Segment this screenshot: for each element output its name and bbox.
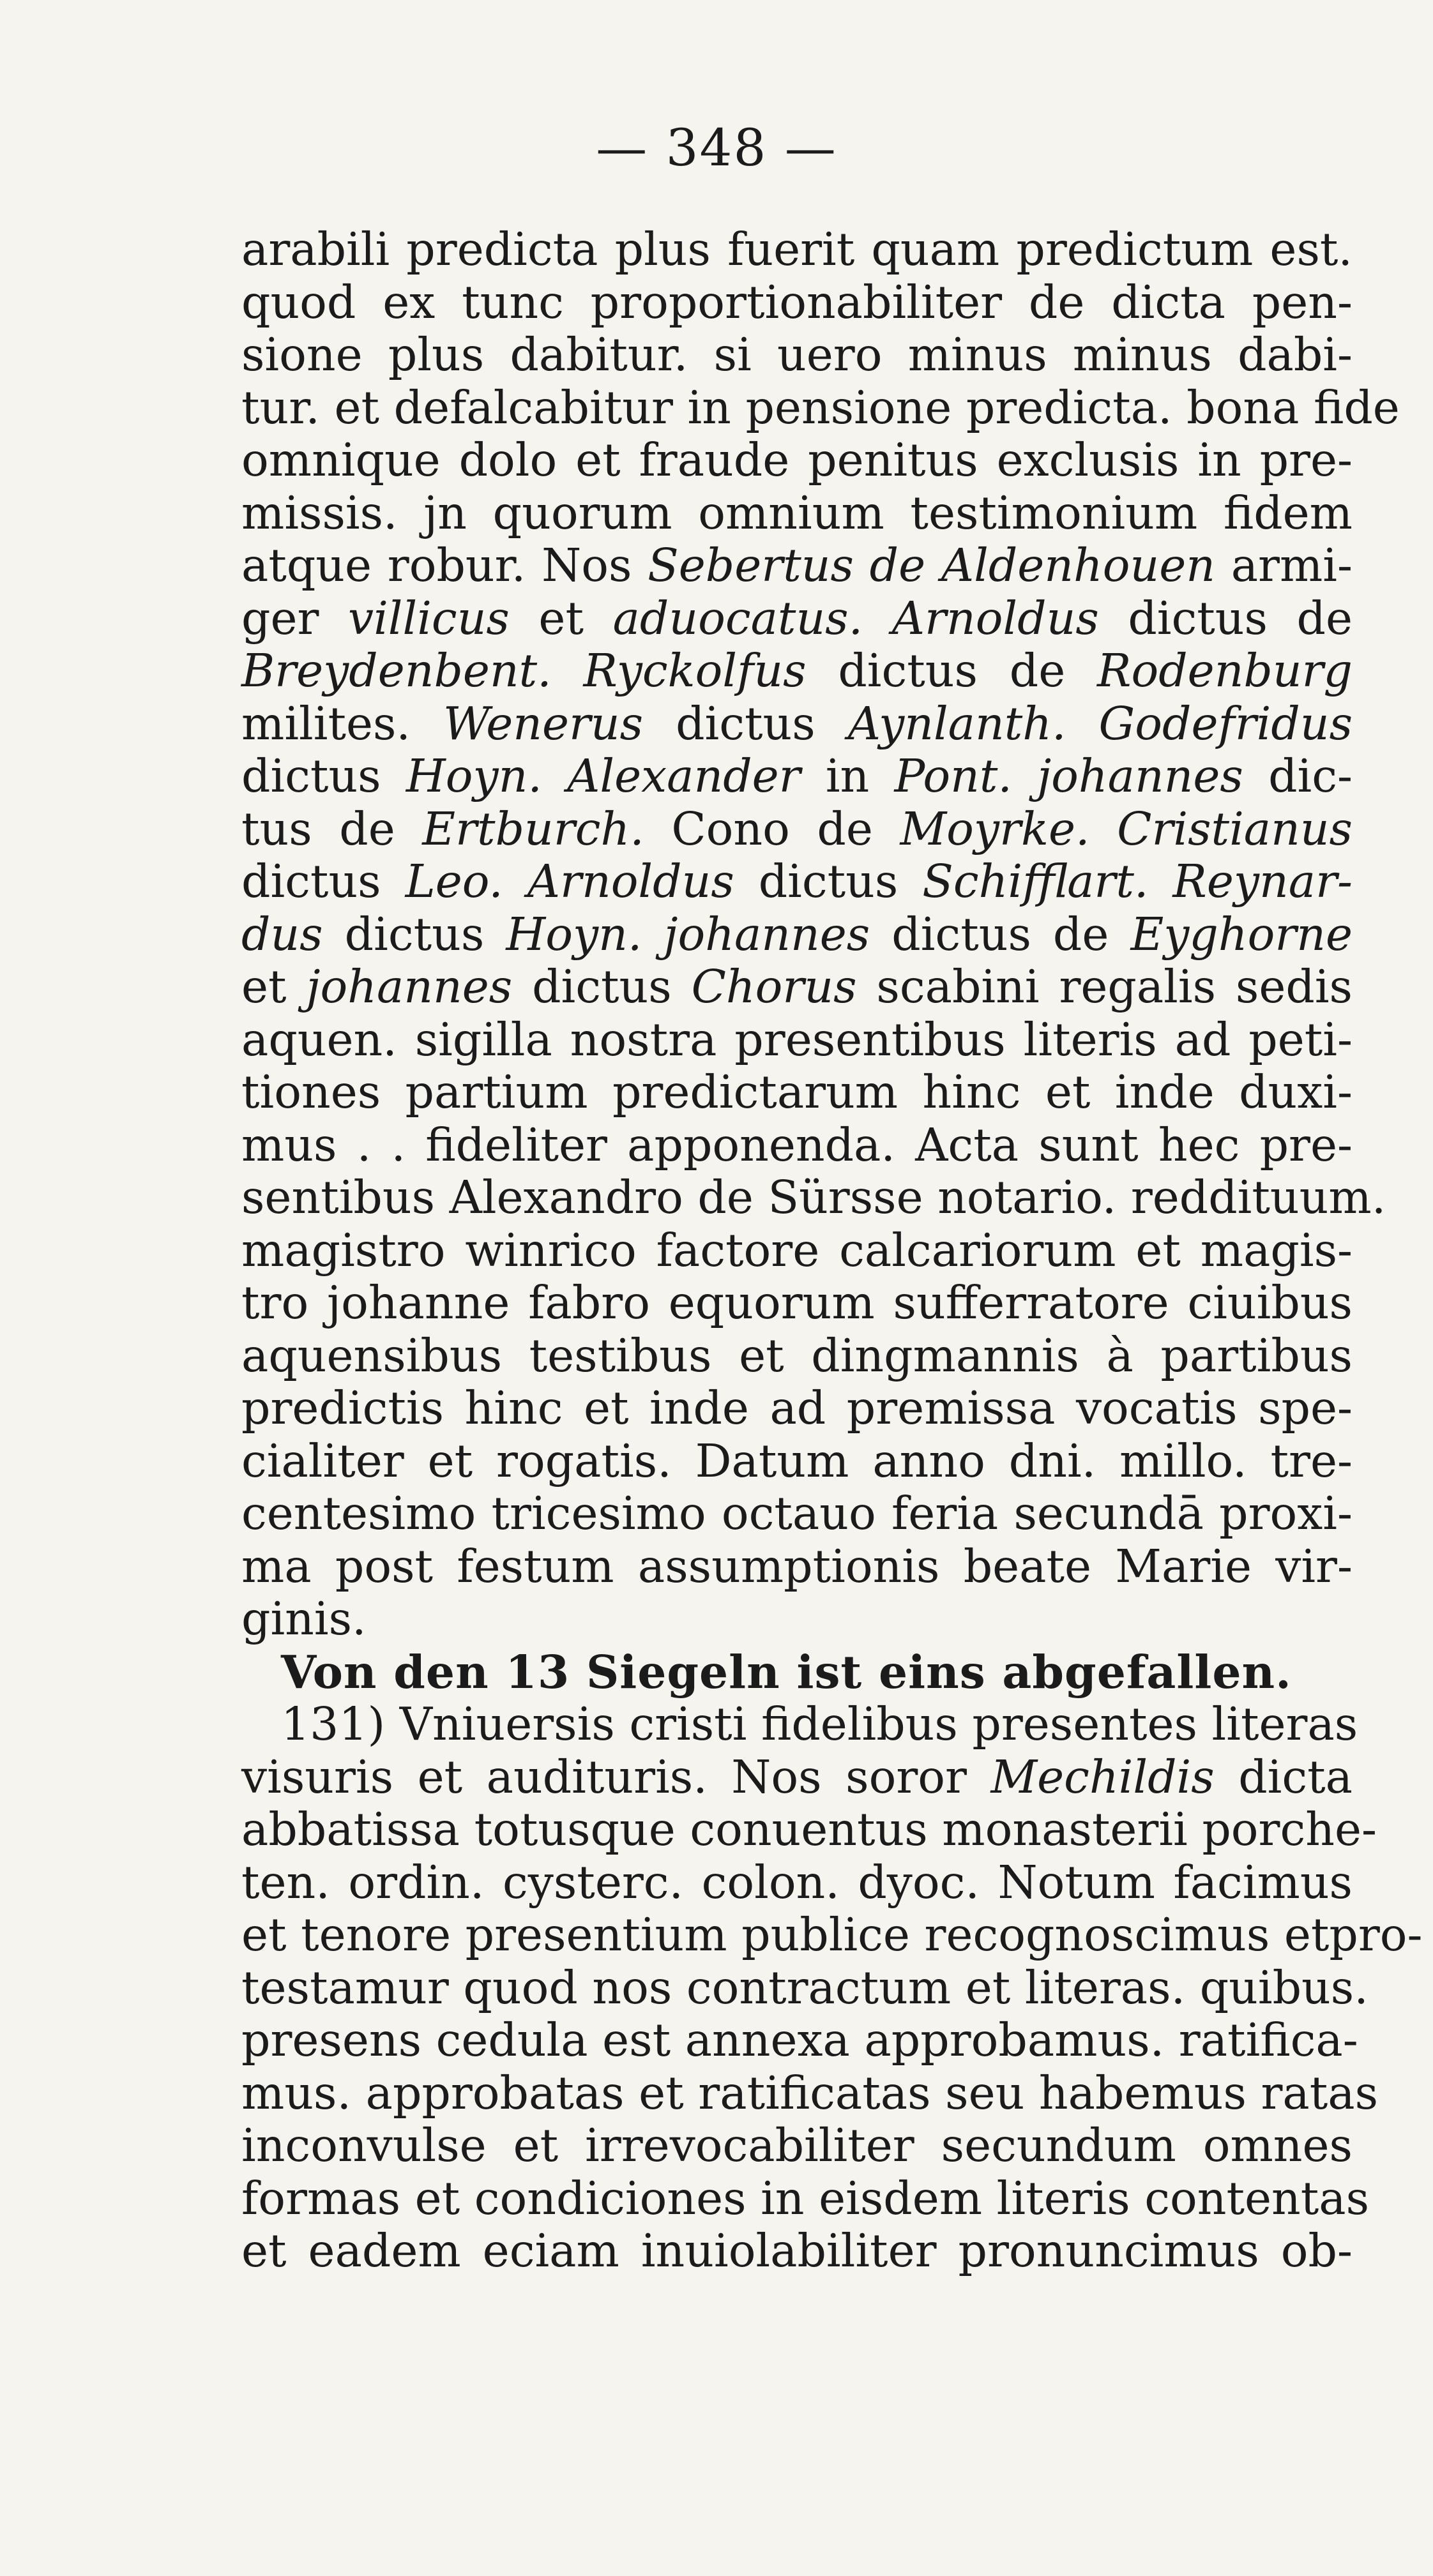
text-segment: scabini regalis sedis (856, 960, 1353, 1013)
italic-name: Moyrke. (900, 802, 1090, 855)
text-segment: 131) Vniuersis cristi fidelibus presentes literas (281, 1698, 1358, 1751)
italic-name: Cristianus (1117, 802, 1353, 855)
italic-name: Sebertus de Aldenhouen (648, 539, 1215, 592)
text-segment: ger (241, 591, 348, 645)
text-segment: in (800, 749, 895, 802)
italic-name: Alexander (567, 749, 801, 802)
text-segment: Von den 13 Siegeln ist eins abgefallen. (281, 1645, 1292, 1699)
text-segment: atque robur. Nos (241, 539, 648, 592)
text-segment (1148, 855, 1172, 908)
italic-name: dus (241, 907, 323, 961)
text-segment: centesimo tricesimo octauo feria secundā proxi- (241, 1487, 1353, 1540)
text-segment: mus. approbatas et ratificatas seu habemus ratas (241, 2066, 1379, 2120)
text-segment: omnique dolo et fraude penitus exclusis in pre- (241, 433, 1353, 486)
text-line (241, 803, 1353, 856)
text-line (241, 908, 1353, 961)
text-segment: inconvulse et irrevocabiliter secundum omnes (241, 2119, 1353, 2172)
text-line (241, 1488, 1353, 1540)
text-segment: abbatissa totusque conuentus monasterii porche- (241, 1803, 1377, 1856)
text-segment: tro johanne fabro equorum sufferratore ciuibus (241, 1276, 1353, 1329)
text-segment: dictus (241, 749, 406, 802)
text-segment: cialiter et rogatis. Datum anno dni. millo. tre- (241, 1434, 1353, 1488)
text-line (241, 2014, 1358, 2067)
text-segment: tur. et defalcabitur in pensione predicta. bona fide (241, 380, 1400, 434)
text-line (241, 1382, 1353, 1435)
text-line (241, 380, 1400, 435)
italic-name: Hoyn. (406, 749, 542, 802)
text-line (241, 750, 1353, 803)
text-segment: dictus (322, 907, 506, 961)
text-segment (542, 749, 567, 802)
section-heading (241, 1646, 1353, 1699)
italic-name: johannes (1037, 749, 1243, 802)
page-number-header: — 348 — (596, 118, 837, 177)
text-line (241, 1908, 1423, 1962)
text-line (241, 855, 1353, 908)
text-line (241, 645, 1353, 698)
text-line (241, 2171, 1370, 2226)
text-segment: dic- (1243, 749, 1353, 802)
text-segment: ten. ordin. cysterc. colon. dyoc. Notum facimus (241, 1855, 1353, 1909)
text-line (241, 1540, 1353, 1593)
body-text (241, 223, 1423, 2278)
italic-name: Leo. (405, 855, 503, 908)
text-line (241, 2120, 1353, 2173)
text-line (241, 539, 1353, 592)
text-segment (552, 644, 584, 697)
text-segment: mus . . fideliter apponenda. Acta sunt hec pre- (241, 1118, 1353, 1171)
text-segment: milites. (241, 697, 444, 750)
text-segment: dictus de (870, 907, 1131, 961)
text-segment: quod ex tunc proportionabiliter de dicta pen- (241, 275, 1353, 329)
italic-name: Wenerus (443, 697, 644, 750)
italic-name: Breydenbent. (241, 644, 552, 697)
text-line (241, 1751, 1353, 1804)
italic-name: villicus (347, 591, 510, 645)
text-segment: visuris et audituris. Nos soror (241, 1750, 991, 1804)
text-segment: sentibus Alexandro de Sürsse notario. reddituum. (241, 1171, 1386, 1224)
text-segment: dictus (734, 855, 923, 908)
text-segment (1012, 749, 1037, 802)
text-segment: aquensibus testibus et dingmannis à partibus (241, 1329, 1353, 1382)
italic-name: Ryckolfus (583, 644, 807, 697)
italic-name: Chorus (691, 960, 857, 1013)
text-segment: ginis. (241, 1592, 367, 1645)
text-line (241, 329, 1353, 382)
text-segment: dicta (1214, 1750, 1353, 1804)
italic-name: Schifflart. (922, 855, 1149, 908)
text-line (241, 592, 1353, 645)
text-segment (642, 908, 663, 961)
text-segment (1066, 697, 1099, 750)
text-line (241, 961, 1353, 1014)
text-segment: Cono de (644, 802, 900, 855)
text-line (241, 1803, 1377, 1857)
text-segment: ma post festum assumptionis beate Marie vir- (241, 1539, 1353, 1593)
text-line (241, 276, 1353, 329)
text-line (241, 1277, 1353, 1330)
text-segment: dictus de (1098, 591, 1353, 645)
text-segment: arabili predicta plus fuerit quam predictum est. (241, 223, 1353, 276)
text-segment: armi- (1215, 539, 1353, 592)
text-segment: et (509, 591, 613, 645)
text-segment: missis. jn quorum omnium testimonium fidem (241, 486, 1353, 539)
text-line (241, 1698, 1358, 1751)
italic-name: Rodenburg (1097, 644, 1353, 697)
text-segment: presens cedula est annexa approbamus. ratifica- (241, 2014, 1358, 2067)
text-line (241, 2066, 1379, 2120)
text-segment: aquen. sigilla nostra presentibus literis ad peti- (241, 1013, 1353, 1066)
text-segment (1090, 802, 1118, 855)
italic-name: Ertburch. (422, 802, 644, 855)
text-segment: testamur quod nos contractum et literas. quibus. (241, 1961, 1369, 2014)
text-segment: dictus de (806, 644, 1098, 697)
text-line (241, 698, 1353, 751)
text-segment: dictus (512, 960, 692, 1013)
text-line (241, 223, 1353, 276)
text-line (241, 1857, 1353, 1909)
text-line (241, 2225, 1353, 2278)
text-line (241, 1435, 1353, 1488)
text-segment: tiones partium predictarum hinc et inde duxi- (241, 1066, 1353, 1119)
text-segment: et tenore presentium publice recognoscimus etpro- (241, 1908, 1423, 1961)
text-line (241, 434, 1353, 487)
italic-name: Arnoldus (527, 855, 734, 908)
text-segment (503, 855, 527, 908)
text-line (241, 1066, 1353, 1119)
text-line (241, 1593, 1353, 1646)
text-segment: formas et condiciones in eisdem literis contentas (241, 2171, 1370, 2225)
italic-name: Arnoldus (891, 591, 1099, 645)
text-segment: predictis hinc et inde ad premissa vocatis spe- (241, 1382, 1353, 1435)
italic-name: Aynlanth. (847, 697, 1066, 750)
text-line (241, 1171, 1386, 1224)
text-segment: tus de (241, 802, 423, 855)
text-segment: et (241, 960, 307, 1013)
text-line (241, 1014, 1353, 1067)
italic-name: aduocatus. (612, 591, 863, 645)
text-line (241, 1224, 1353, 1277)
text-line (241, 1119, 1353, 1172)
italic-name: johannes (663, 907, 870, 961)
text-segment: dictus (643, 697, 848, 750)
text-segment: et eadem eciam inuiolabiliter pronuncimus ob- (241, 2224, 1353, 2277)
text-line (241, 1961, 1369, 2015)
text-line (241, 1330, 1353, 1383)
italic-name: Godefridus (1098, 697, 1353, 750)
text-segment (863, 592, 892, 645)
italic-name: Pont. (894, 749, 1012, 802)
italic-name: johannes (306, 960, 513, 1013)
text-segment: magistro winrico factore calcariorum et magis- (241, 1223, 1353, 1277)
italic-name: Hoyn. (506, 907, 642, 961)
text-line (241, 487, 1353, 540)
italic-name: Mechildis (990, 1750, 1215, 1804)
text-segment: dictus (241, 855, 406, 908)
text-segment: sione plus dabitur. si uero minus minus dabi- (241, 328, 1353, 381)
italic-name: Eyghorne (1130, 907, 1353, 961)
italic-name: Reynar- (1172, 855, 1353, 908)
